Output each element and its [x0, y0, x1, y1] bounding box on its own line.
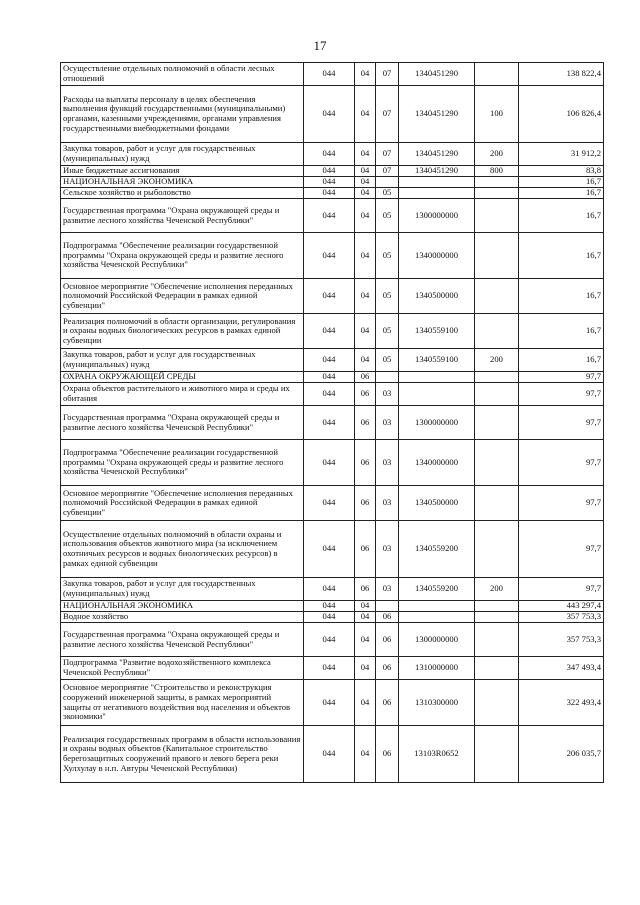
row-expense-type — [475, 521, 519, 578]
row-amount: 138 822,4 — [519, 63, 604, 86]
row-expense-type — [475, 657, 519, 680]
table-row — [61, 279, 604, 314]
row-expense-type: 100 — [475, 86, 519, 143]
row-name: Расходы на выплаты персоналу в целях обеспечения выполнения функций государственными (муниципальными) органами, казенными учреждениями, органами управления государственными внебюджетными фондами — [61, 86, 304, 143]
row-target-article — [399, 188, 475, 199]
row-code: 044 — [304, 657, 355, 680]
row-section: 06 — [355, 383, 376, 406]
row-code: 044 — [304, 314, 355, 349]
row-target-article — [399, 372, 475, 383]
row-section: 04 — [355, 279, 376, 314]
row-name: НАЦИОНАЛЬНАЯ ЭКОНОМИКА — [61, 177, 304, 188]
row-section: 06 — [355, 440, 376, 486]
row-amount: 16,7 — [519, 199, 604, 233]
row-section: 06 — [355, 372, 376, 383]
row-subsection — [376, 372, 399, 383]
table-row — [61, 612, 604, 623]
row-amount: 106 826,4 — [519, 86, 604, 143]
page-number: 17 — [313, 38, 327, 53]
row-amount: 322 493,4 — [519, 680, 604, 726]
row-code: 044 — [304, 188, 355, 199]
row-amount: 16,7 — [519, 279, 604, 314]
row-expense-type: 200 — [475, 143, 519, 166]
row-subsection: 06 — [376, 726, 399, 783]
table-row — [61, 486, 604, 521]
row-name: Государственная программа "Охрана окружающей среды и развитие лесного хозяйства Чеченской Республики" — [61, 623, 304, 657]
row-section: 06 — [355, 406, 376, 440]
row-subsection: 07 — [376, 86, 399, 143]
row-section: 04 — [355, 177, 376, 188]
row-amount: 357 753,3 — [519, 623, 604, 657]
row-name: Реализация государственных программ в области использования и охраны водных объектов (Капитальное строительство берегозащитных сооружений правого и левого берега реки Хулхулау в н.п. Автуры Чеченской Республики) — [61, 726, 304, 783]
row-target-article: 1340451290 — [399, 143, 475, 166]
table-row — [61, 188, 604, 199]
row-name: Осуществление отдельных полномочий в области охраны и использования объектов животного мира (за исключением охотничьих ресурсов и водных биологических ресурсов) в рамках единой субвенции — [61, 521, 304, 578]
row-section: 06 — [355, 521, 376, 578]
row-expense-type — [475, 314, 519, 349]
row-subsection: 03 — [376, 578, 399, 601]
row-name: Закупка товаров, работ и услуг для государственных (муниципальных) нужд — [61, 143, 304, 166]
row-subsection: 06 — [376, 612, 399, 623]
row-target-article: 13103R0652 — [399, 726, 475, 783]
row-name: Подпрограмма "Обеспечение реализации государственной программы "Охрана окружающей среды и развитие лесного хозяйства Чеченской Республики" — [61, 233, 304, 279]
row-section: 04 — [355, 86, 376, 143]
row-target-article: 1340451290 — [399, 86, 475, 143]
row-subsection: 05 — [376, 314, 399, 349]
row-subsection: 03 — [376, 486, 399, 521]
row-amount: 16,7 — [519, 314, 604, 349]
row-subsection: 03 — [376, 406, 399, 440]
row-subsection: 07 — [376, 166, 399, 177]
row-name: Сельское хозяйство и рыболовство — [61, 188, 304, 199]
row-target-article: 1310000000 — [399, 657, 475, 680]
row-section: 04 — [355, 657, 376, 680]
row-target-article — [399, 383, 475, 406]
row-amount: 97,7 — [519, 372, 604, 383]
row-amount: 357 753,3 — [519, 612, 604, 623]
row-subsection: 05 — [376, 233, 399, 279]
table-row — [61, 521, 604, 578]
table-row — [61, 657, 604, 680]
row-subsection: 05 — [376, 349, 399, 372]
row-subsection: 05 — [376, 279, 399, 314]
row-expense-type — [475, 680, 519, 726]
row-section: 06 — [355, 486, 376, 521]
table-row — [61, 601, 604, 612]
row-name: Государственная программа "Охрана окружающей среды и развитие лесного хозяйства Чеченской Республики" — [61, 406, 304, 440]
row-name: Подпрограмма "Обеспечение реализации государственной программы "Охрана окружающей среды и развитие лесного хозяйства Чеченской Республики" — [61, 440, 304, 486]
row-amount: 206 035,7 — [519, 726, 604, 783]
row-code: 044 — [304, 349, 355, 372]
row-subsection: 07 — [376, 63, 399, 86]
table-row — [61, 199, 604, 233]
row-target-article — [399, 612, 475, 623]
row-name: Государственная программа "Охрана окружающей среды и развитие лесного хозяйства Чеченской Республики" — [61, 199, 304, 233]
row-name: Основное мероприятие "Обеспечение исполнения переданных полномочий Российской Федерации в рамках единой субвенции" — [61, 279, 304, 314]
row-expense-type — [475, 383, 519, 406]
row-amount: 97,7 — [519, 406, 604, 440]
row-expense-type — [475, 188, 519, 199]
row-target-article — [399, 601, 475, 612]
row-expense-type — [475, 612, 519, 623]
table-row — [61, 314, 604, 349]
table-row — [61, 623, 604, 657]
row-code: 044 — [304, 383, 355, 406]
row-section: 06 — [355, 578, 376, 601]
row-target-article — [399, 177, 475, 188]
table-row — [61, 372, 604, 383]
row-section: 04 — [355, 188, 376, 199]
row-expense-type — [475, 279, 519, 314]
row-section: 04 — [355, 680, 376, 726]
row-target-article: 1300000000 — [399, 406, 475, 440]
row-code: 044 — [304, 166, 355, 177]
row-subsection: 07 — [376, 143, 399, 166]
table-row — [61, 63, 604, 86]
row-amount: 16,7 — [519, 177, 604, 188]
row-subsection: 03 — [376, 521, 399, 578]
row-code: 044 — [304, 521, 355, 578]
table-row — [61, 440, 604, 486]
row-amount: 97,7 — [519, 578, 604, 601]
row-target-article: 1340451290 — [399, 166, 475, 177]
row-amount: 16,7 — [519, 188, 604, 199]
row-subsection: 03 — [376, 440, 399, 486]
row-code: 044 — [304, 680, 355, 726]
table-row — [61, 406, 604, 440]
row-name: Водное хозяйство — [61, 612, 304, 623]
budget-table — [60, 62, 604, 783]
row-expense-type — [475, 199, 519, 233]
row-amount: 347 493,4 — [519, 657, 604, 680]
row-expense-type — [475, 406, 519, 440]
row-section: 04 — [355, 612, 376, 623]
row-subsection: 06 — [376, 623, 399, 657]
row-target-article: 1340559100 — [399, 349, 475, 372]
row-amount: 443 297,4 — [519, 601, 604, 612]
row-code: 044 — [304, 86, 355, 143]
row-section: 04 — [355, 601, 376, 612]
row-name: Закупка товаров, работ и услуг для государственных (муниципальных) нужд — [61, 349, 304, 372]
row-amount: 16,7 — [519, 233, 604, 279]
row-subsection — [376, 177, 399, 188]
row-target-article: 1340000000 — [399, 233, 475, 279]
row-section: 04 — [355, 726, 376, 783]
row-name: НАЦИОНАЛЬНАЯ ЭКОНОМИКА — [61, 601, 304, 612]
table-row — [61, 680, 604, 726]
row-subsection: 06 — [376, 657, 399, 680]
row-target-article: 1300000000 — [399, 199, 475, 233]
row-name: Осуществление отдельных полномочий в области лесных отношений — [61, 63, 304, 86]
row-code: 044 — [304, 177, 355, 188]
row-code: 044 — [304, 486, 355, 521]
row-subsection: 05 — [376, 199, 399, 233]
row-section: 04 — [355, 233, 376, 279]
row-target-article: 1340559100 — [399, 314, 475, 349]
row-name: ОХРАНА ОКРУЖАЮЩЕЙ СРЕДЫ — [61, 372, 304, 383]
row-target-article: 1340500000 — [399, 486, 475, 521]
row-target-article: 1340559200 — [399, 521, 475, 578]
row-amount: 97,7 — [519, 440, 604, 486]
table-row — [61, 86, 604, 143]
row-amount: 97,7 — [519, 383, 604, 406]
row-name: Подпрограмма "Развитие водохозяйственного комплекса Чеченской Республики" — [61, 657, 304, 680]
row-expense-type — [475, 486, 519, 521]
row-section: 04 — [355, 623, 376, 657]
row-code: 044 — [304, 601, 355, 612]
row-expense-type — [475, 601, 519, 612]
row-expense-type — [475, 623, 519, 657]
table-row — [61, 233, 604, 279]
table-row — [61, 383, 604, 406]
row-code: 044 — [304, 233, 355, 279]
row-target-article: 1340000000 — [399, 440, 475, 486]
row-code: 044 — [304, 279, 355, 314]
row-section: 04 — [355, 349, 376, 372]
row-amount: 16,7 — [519, 349, 604, 372]
row-code: 044 — [304, 440, 355, 486]
row-section: 04 — [355, 314, 376, 349]
row-subsection — [376, 601, 399, 612]
row-amount: 83,8 — [519, 166, 604, 177]
table-row — [61, 166, 604, 177]
table-row — [61, 726, 604, 783]
row-section: 04 — [355, 63, 376, 86]
row-code: 044 — [304, 143, 355, 166]
row-expense-type: 200 — [475, 578, 519, 601]
row-target-article: 1340559200 — [399, 578, 475, 601]
row-subsection: 06 — [376, 680, 399, 726]
row-code: 044 — [304, 406, 355, 440]
row-target-article: 1310300000 — [399, 680, 475, 726]
row-name: Охрана объектов растительного и животного мира и среды их обитания — [61, 383, 304, 406]
row-code: 044 — [304, 578, 355, 601]
table-row — [61, 177, 604, 188]
row-expense-type — [475, 726, 519, 783]
row-target-article: 1340451290 — [399, 63, 475, 86]
row-name: Иные бюджетные ассигнования — [61, 166, 304, 177]
row-expense-type: 200 — [475, 349, 519, 372]
table-row — [61, 143, 604, 166]
row-target-article: 1300000000 — [399, 623, 475, 657]
table-row — [61, 349, 604, 372]
row-subsection: 05 — [376, 188, 399, 199]
row-section: 04 — [355, 199, 376, 233]
row-name: Основное мероприятие "Строительство и реконструкция сооружений инженерной защиты, в рамках мероприятий защиты от негативного воздействия вод населения и объектов экономики" — [61, 680, 304, 726]
row-name: Закупка товаров, работ и услуг для государственных (муниципальных) нужд — [61, 578, 304, 601]
row-target-article: 1340500000 — [399, 279, 475, 314]
row-code: 044 — [304, 199, 355, 233]
row-subsection: 03 — [376, 383, 399, 406]
row-section: 04 — [355, 166, 376, 177]
row-expense-type — [475, 440, 519, 486]
row-expense-type — [475, 177, 519, 188]
table-row — [61, 578, 604, 601]
row-amount: 97,7 — [519, 521, 604, 578]
row-code: 044 — [304, 372, 355, 383]
row-expense-type — [475, 233, 519, 279]
row-code: 044 — [304, 623, 355, 657]
row-code: 044 — [304, 63, 355, 86]
row-section: 04 — [355, 143, 376, 166]
row-expense-type — [475, 372, 519, 383]
row-name: Реализация полномочий в области организации, регулирования и охраны водных биологических ресурсов в рамках единой субвенции — [61, 314, 304, 349]
row-amount: 97,7 — [519, 486, 604, 521]
row-expense-type — [475, 63, 519, 86]
row-expense-type: 800 — [475, 166, 519, 177]
row-code: 044 — [304, 726, 355, 783]
row-amount: 31 912,2 — [519, 143, 604, 166]
row-code: 044 — [304, 612, 355, 623]
row-name: Основное мероприятие "Обеспечение исполнения переданных полномочий Российской Федерации в рамках единой субвенции" — [61, 486, 304, 521]
